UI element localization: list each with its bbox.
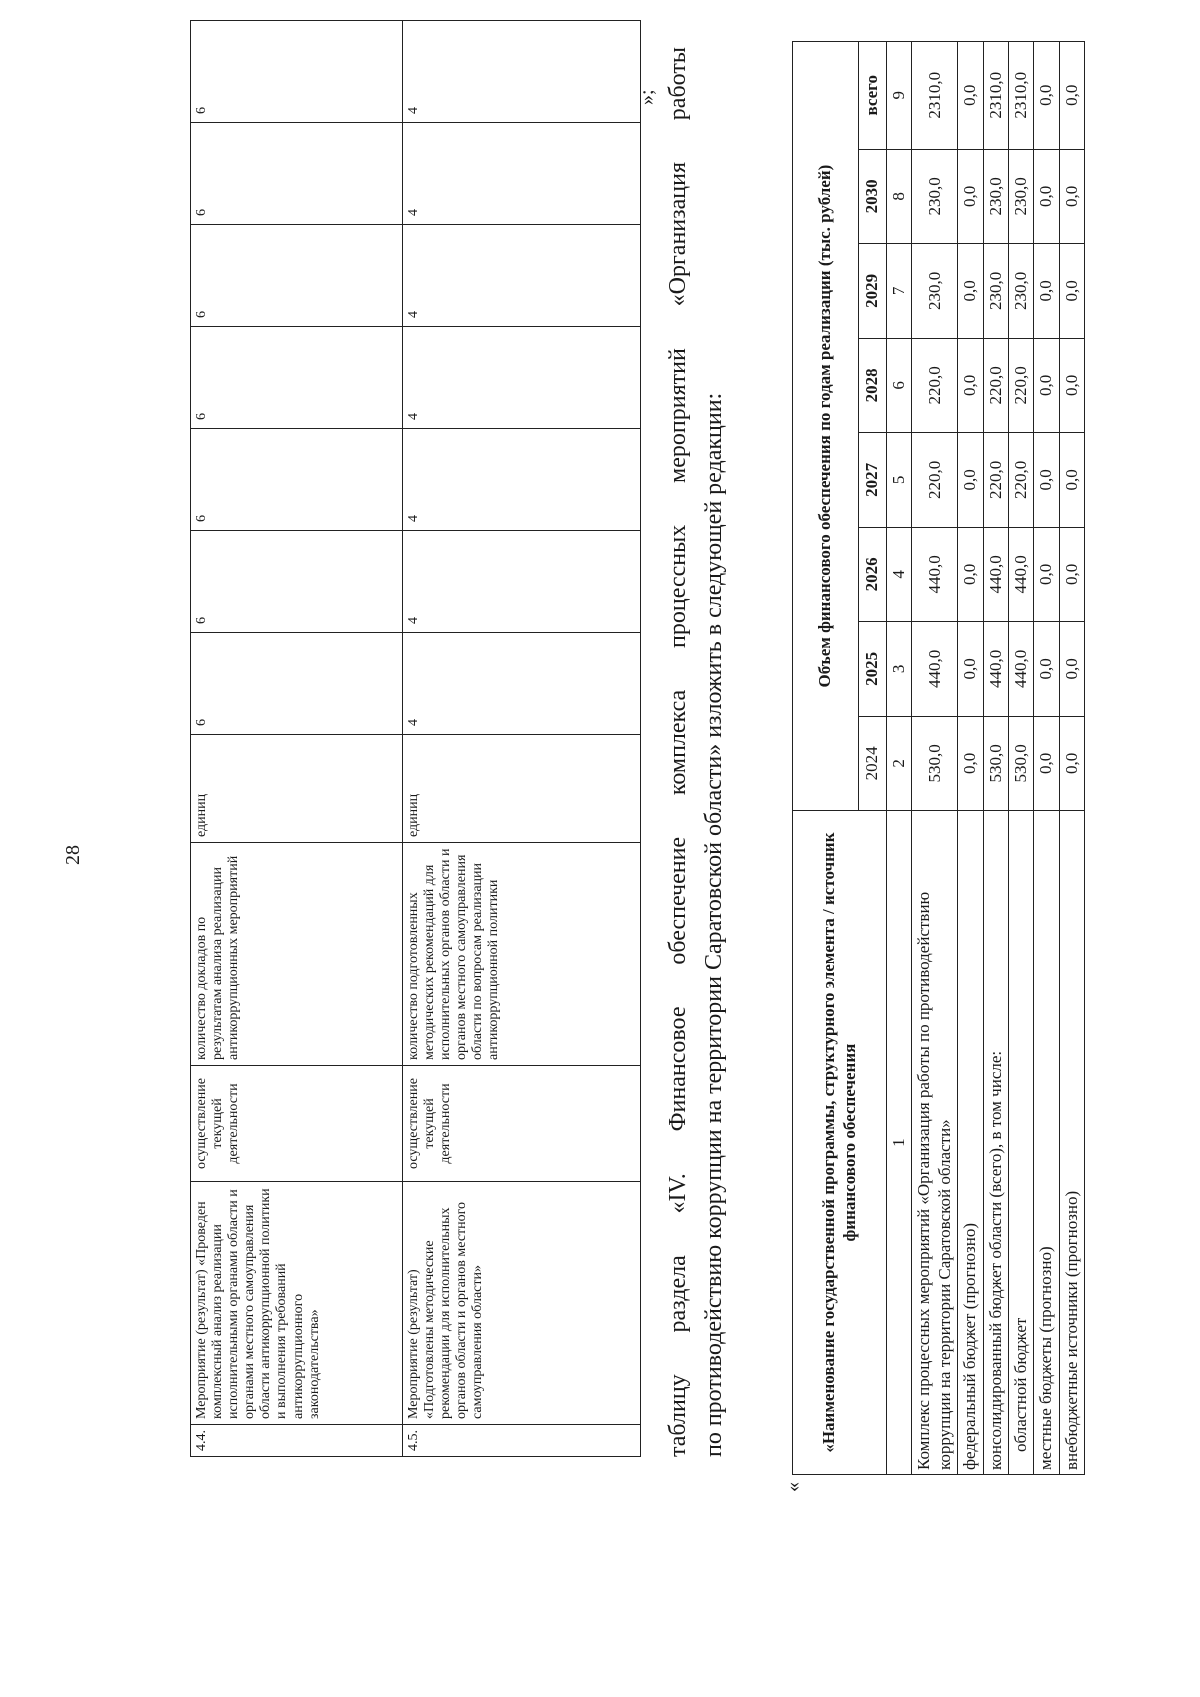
year-header: 2026 <box>859 527 887 622</box>
indicator-name: количество докладов по результатам анализа реализации антикоррупционных мероприятий <box>191 843 403 1066</box>
paragraph-word: Финансовое <box>665 1006 691 1132</box>
column-index: 6 <box>887 338 912 433</box>
indicator-value: 6 <box>191 633 403 735</box>
paragraph-word: работы <box>665 47 691 121</box>
funding-value: 230,0 <box>983 149 1008 244</box>
paragraph-line <box>660 47 696 1457</box>
indicator-value: 6 <box>191 327 403 429</box>
amendment-paragraph <box>660 47 732 1457</box>
indicator-value: 4 <box>403 633 641 735</box>
funding-value: 230,0 <box>1008 149 1033 244</box>
paragraph-line: по противодействию коррупции на территории Саратовской области» изложить в следующей редакции: <box>701 392 727 1457</box>
column-index: 2 <box>887 716 912 811</box>
funding-value: 0,0 <box>1059 527 1084 622</box>
funding-value: 220,0 <box>1008 338 1033 433</box>
funding-source-label: федеральный бюджет (прогнозно) <box>958 811 983 1475</box>
index-row <box>887 42 912 1475</box>
table-row <box>983 42 1008 1475</box>
funding-value: 0,0 <box>1059 622 1084 717</box>
funding-source-label: внебюджетные источники (прогнозно) <box>1059 811 1084 1475</box>
indicator-value: 6 <box>191 123 403 225</box>
funding-value: 0,0 <box>1034 716 1059 811</box>
indicator-value: 4 <box>403 531 641 633</box>
year-header: 2025 <box>859 622 887 717</box>
paragraph-word: раздела <box>665 1255 691 1333</box>
funding-value: 0,0 <box>1034 244 1059 339</box>
measure-type: осуществление текущей деятельности <box>191 1066 403 1182</box>
paragraph-word: процессных <box>665 524 691 648</box>
unit: единиц <box>191 735 403 843</box>
column-index: 7 <box>887 244 912 339</box>
funding-value: 230,0 <box>912 149 958 244</box>
funding-value: 0,0 <box>958 244 983 339</box>
indicator-name: количество подготовленных методических рекомендаций для исполнительных органов области и органов местного самоуправления области по вопросам реализации антикоррупционной политики <box>403 843 641 1066</box>
funding-value: 220,0 <box>912 338 958 433</box>
funding-value: 440,0 <box>1008 622 1033 717</box>
indicator-value: 6 <box>191 225 403 327</box>
year-header: всего <box>859 42 887 150</box>
table-row <box>403 21 641 1457</box>
header-name: «Наименование государственной программы, структурного элемента / источник финансового обеспечения <box>793 811 887 1475</box>
finance-table-body <box>912 42 1085 1475</box>
funding-value: 0,0 <box>958 527 983 622</box>
funding-value: 220,0 <box>912 433 958 528</box>
opening-quote: « <box>782 1482 804 1492</box>
funding-value: 0,0 <box>1059 716 1084 811</box>
funding-value: 2310,0 <box>912 42 958 150</box>
funding-value: 0,0 <box>1034 338 1059 433</box>
column-index: 5 <box>887 433 912 528</box>
funding-value: 0,0 <box>1059 433 1084 528</box>
year-header: 2028 <box>859 338 887 433</box>
paragraph-word: таблицу <box>665 1374 691 1457</box>
funding-value: 0,0 <box>1059 338 1084 433</box>
column-index: 4 <box>887 527 912 622</box>
funding-value: 0,0 <box>958 338 983 433</box>
paragraph-word: «Организация <box>665 162 691 307</box>
table-row <box>912 42 958 1475</box>
funding-value: 530,0 <box>983 716 1008 811</box>
table-row <box>1059 42 1084 1475</box>
page-number: 28 <box>62 845 84 865</box>
funding-value: 440,0 <box>983 527 1008 622</box>
indicator-value: 6 <box>191 21 403 123</box>
table-row <box>1008 42 1033 1475</box>
funding-value: 220,0 <box>983 338 1008 433</box>
funding-value: 0,0 <box>1059 244 1084 339</box>
measure-name: Мероприятие (результат) «Проведен комплексный анализ реализации исполнительными органами области и органами местного самоуправления области антикоррупционной политики и выполнения требований антикоррупционного законодательства» <box>191 1182 403 1425</box>
year-header: 2030 <box>859 149 887 244</box>
funding-value: 440,0 <box>912 527 958 622</box>
funding-value: 0,0 <box>958 149 983 244</box>
funding-value: 0,0 <box>958 42 983 150</box>
funding-source-label: консолидированный бюджет области (всего), в том числе: <box>983 811 1008 1475</box>
funding-value: 530,0 <box>912 716 958 811</box>
funding-value: 0,0 <box>958 622 983 717</box>
funding-value: 220,0 <box>1008 433 1033 528</box>
closing-quote: »; <box>636 89 658 105</box>
finance-table <box>792 41 1085 1475</box>
table-header-row <box>793 42 859 1475</box>
funding-value: 220,0 <box>983 433 1008 528</box>
indicator-value: 4 <box>403 429 641 531</box>
year-header: 2024 <box>859 716 887 811</box>
funding-source-label: областной бюджет <box>1008 811 1033 1475</box>
year-header: 2029 <box>859 244 887 339</box>
funding-value: 0,0 <box>958 716 983 811</box>
funding-value: 440,0 <box>912 622 958 717</box>
indicator-value: 6 <box>191 429 403 531</box>
column-index: 9 <box>887 42 912 150</box>
funding-source-label: Комплекс процессных мероприятий «Организация работы по противодействию коррупции на территории Саратовской области» <box>912 811 958 1475</box>
indicator-value: 6 <box>191 531 403 633</box>
funding-value: 230,0 <box>1008 244 1033 339</box>
header-volume: Объем финансового обеспечения по годам реализации (тыс. рублей) <box>793 42 859 811</box>
funding-value: 0,0 <box>1034 527 1059 622</box>
table-row <box>191 21 403 1457</box>
funding-value: 440,0 <box>983 622 1008 717</box>
funding-value: 2310,0 <box>1008 42 1033 150</box>
paragraph-word: обеспечение <box>665 836 691 965</box>
funding-value: 230,0 <box>983 244 1008 339</box>
column-index: 3 <box>887 622 912 717</box>
funding-value: 0,0 <box>1059 42 1084 150</box>
indicator-value: 4 <box>403 123 641 225</box>
table-row <box>958 42 983 1475</box>
column-index: 8 <box>887 149 912 244</box>
paragraph-word: «IV. <box>665 1173 691 1214</box>
measure-type: осуществление текущей деятельности <box>403 1066 641 1182</box>
funding-source-label: местные бюджеты (прогнозно) <box>1034 811 1059 1475</box>
funding-value: 230,0 <box>912 244 958 339</box>
funding-value: 440,0 <box>1008 527 1033 622</box>
funding-value: 0,0 <box>1034 149 1059 244</box>
funding-value: 0,0 <box>1034 42 1059 150</box>
funding-value: 2310,0 <box>983 42 1008 150</box>
results-table <box>190 20 641 1457</box>
measure-name: Мероприятие (результат) «Подготовлены методические рекомендации для исполнительных органов области и органов местного самоуправления области» <box>403 1182 641 1425</box>
paragraph-word: мероприятий <box>665 348 691 483</box>
column-index: 1 <box>887 811 912 1475</box>
year-header: 2027 <box>859 433 887 528</box>
unit: единиц <box>403 735 641 843</box>
row-number: 4.5. <box>403 1425 641 1457</box>
indicator-value: 4 <box>403 225 641 327</box>
funding-value: 0,0 <box>958 433 983 528</box>
funding-value: 0,0 <box>1059 149 1084 244</box>
table-row <box>1034 42 1059 1475</box>
funding-value: 0,0 <box>1034 433 1059 528</box>
funding-value: 530,0 <box>1008 716 1033 811</box>
indicator-value: 4 <box>403 21 641 123</box>
row-number: 4.4. <box>191 1425 403 1457</box>
funding-value: 0,0 <box>1034 622 1059 717</box>
paragraph-word: комплекса <box>665 689 691 796</box>
indicator-value: 4 <box>403 327 641 429</box>
